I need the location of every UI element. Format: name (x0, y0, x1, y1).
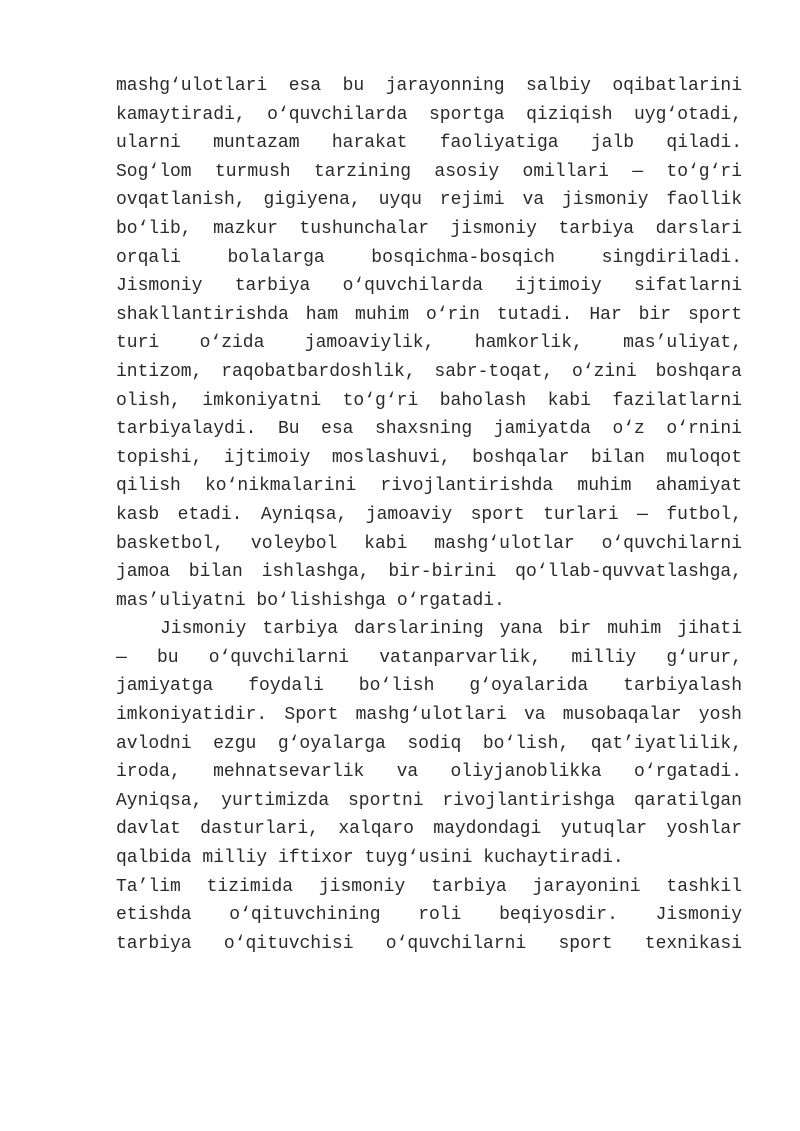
text-line: Ayniqsa, yurtimizda sportni rivojlantirishga qaratilgan (116, 790, 742, 811)
text-line: kamaytiradi, o‘quvchilarda sportga qiziqish uyg‘otadi, (116, 104, 742, 125)
text-line: olish, imkoniyatni to‘g‘ri baholash kabi fazilatlarni (116, 390, 742, 411)
text-line: ularni muntazam harakat faoliyatiga jalb qiladi. (116, 133, 742, 154)
text-line: intizom, raqobatbardoshlik, sabr-toqat, o‘zini boshqara (116, 361, 742, 382)
text-line: iroda, mehnatsevarlik va oliyjanoblikka o‘rgatadi. (116, 762, 742, 783)
text-line: Jismoniy tarbiya darslarining yana bir muhim jihati (160, 619, 742, 640)
text-line: tarbiyalaydi. Bu esa shaxsning jamiyatda o‘z o‘rnini (116, 419, 742, 440)
text-line: bo‘lib, mazkur tushunchalar jismoniy tarbiya darslari (116, 218, 742, 239)
text-line: jamoa bilan ishlashga, bir-birini qo‘llab-quvvatlashga, (116, 562, 742, 583)
text-line: Sog‘lom turmush tarzining asosiy omillari — to‘g‘ri (116, 161, 742, 182)
text-line: shakllantirishda ham muhim o‘rin tutadi. Har bir sport (116, 304, 742, 325)
text-line: topishi, ijtimoiy moslashuvi, boshqalar bilan muloqot (116, 447, 742, 468)
body-text (116, 72, 742, 958)
text-line: ovqatlanish, gigiyena, uyqu rejimi va jismoniy faollik (116, 190, 742, 211)
text-line: mashg‘ulotlari esa bu jarayonning salbiy oqibatlarini (116, 76, 742, 96)
text-line: basketbol, voleybol kabi mashg‘ulotlar o‘quvchilarni (116, 533, 742, 554)
text-line: tarbiya o‘qituvchisi o‘quvchilarni sport texnikasi (116, 933, 742, 954)
text-line: imkoniyatidir. Sport mashg‘ulotlari va musobaqalar yosh (116, 705, 742, 726)
text-line: kasb etadi. Ayniqsa, jamoaviy sport turlari — futbol, (116, 504, 742, 525)
text-line: Ta’lim tizimida jismoniy tarbiya jarayonini tashkil (116, 876, 742, 897)
text-line: jamiyatga foydali bo‘lish g‘oyalarida tarbiyalash (116, 676, 742, 697)
text-line: mas’uliyatni bo‘lishishga o‘rgatadi. (116, 590, 505, 611)
text-line: avlodni ezgu g‘oyalarga sodiq bo‘lish, qat’iyatlilik, (116, 733, 742, 754)
text-line: orqali bolalarga bosqichma-bosqich singdiriladi. (116, 247, 742, 268)
text-line: etishda o‘qituvchining roli beqiyosdir. Jismoniy (116, 905, 742, 926)
text-line: — bu o‘quvchilarni vatanparvarlik, milliy g‘urur, (116, 647, 742, 668)
text-line: turi o‘zida jamoaviylik, hamkorlik, mas’uliyat, (116, 333, 742, 354)
text-line: qalbida milliy iftixor tuyg‘usini kuchaytiradi. (116, 848, 624, 869)
text-line: qilish ko‘nikmalarini rivojlantirishda muhim ahamiyat (116, 476, 742, 497)
text-line: davlat dasturlari, xalqaro maydondagi yutuqlar yoshlar (116, 819, 742, 840)
text-line: Jismoniy tarbiya o‘quvchilarda ijtimoiy sifatlarni (116, 276, 742, 297)
